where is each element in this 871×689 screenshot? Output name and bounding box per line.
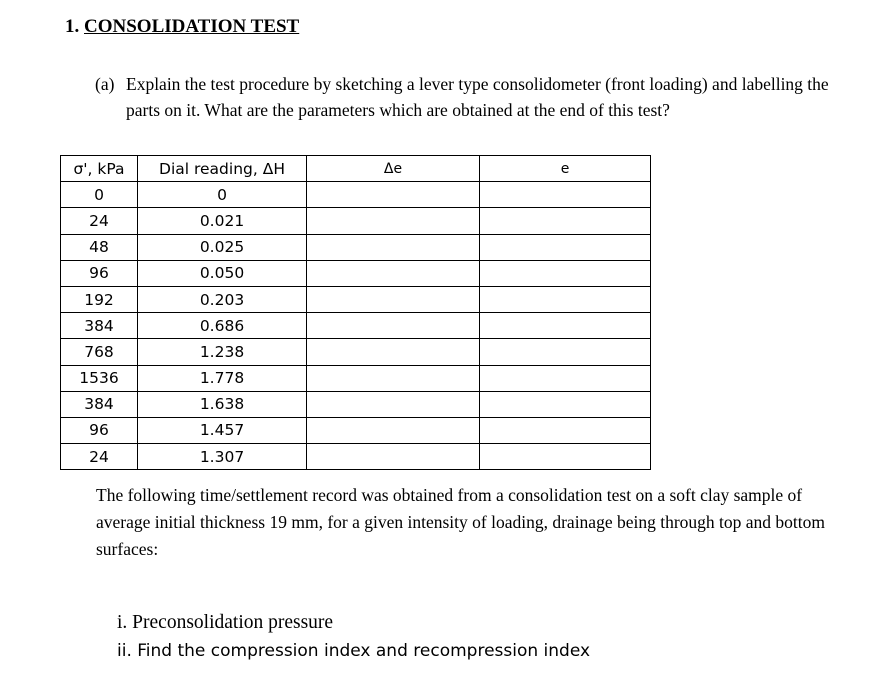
problem-paragraph: The following time/settlement record was obtained from a consolidation test on a soft clay sample of average initial thickness 19 mm, for a given intensity of loading, drainage being through top and bottom surfaces: <box>96 485 826 559</box>
delta-e-cell <box>307 444 480 470</box>
void-ratio-cell <box>480 182 651 208</box>
dial-reading-cell: 1.457 <box>138 417 307 443</box>
header-stress: σ', kPa <box>61 156 138 182</box>
stress-cell: 192 <box>61 286 138 312</box>
dial-reading-cell: 1.638 <box>138 391 307 417</box>
stress-cell: 96 <box>61 260 138 286</box>
delta-e-cell <box>307 234 480 260</box>
table-row <box>61 339 651 365</box>
section-number: 1. <box>65 16 80 37</box>
table-row <box>61 365 651 391</box>
table-row <box>61 234 651 260</box>
question-a-text: Explain the test procedure by sketching a lever type consolidometer (front loading) and labelling the parts on it. What are the parameters which are obtained at the end of this test? <box>126 74 829 120</box>
table-row <box>61 208 651 234</box>
table-row <box>61 313 651 339</box>
stress-cell: 1536 <box>61 365 138 391</box>
dial-reading-cell: 0.025 <box>138 234 307 260</box>
section-heading <box>65 16 299 38</box>
table-row <box>61 417 651 443</box>
stress-cell: 24 <box>61 208 138 234</box>
section-title: CONSOLIDATION TEST <box>84 16 300 37</box>
dial-reading-cell: 1.307 <box>138 444 307 470</box>
stress-cell: 24 <box>61 444 138 470</box>
table-row <box>61 444 651 470</box>
stress-cell: 768 <box>61 339 138 365</box>
header-dial-reading: Dial reading, ΔH <box>138 156 307 182</box>
delta-e-cell <box>307 260 480 286</box>
stress-cell: 96 <box>61 417 138 443</box>
dial-reading-cell: 1.778 <box>138 365 307 391</box>
void-ratio-cell <box>480 417 651 443</box>
delta-e-cell <box>307 313 480 339</box>
dial-reading-cell: 0.050 <box>138 260 307 286</box>
dial-reading-cell: 0 <box>138 182 307 208</box>
table-row <box>61 260 651 286</box>
void-ratio-cell <box>480 260 651 286</box>
table-header-row <box>61 156 651 182</box>
question-a <box>95 72 835 123</box>
dial-reading-cell: 1.238 <box>138 339 307 365</box>
void-ratio-cell <box>480 313 651 339</box>
delta-e-cell <box>307 339 480 365</box>
table-row <box>61 286 651 312</box>
delta-e-cell <box>307 391 480 417</box>
header-void-ratio: e <box>480 156 651 182</box>
dial-reading-cell: 0.021 <box>138 208 307 234</box>
void-ratio-cell <box>480 444 651 470</box>
item-preconsolidation-pressure: i. Preconsolidation pressure <box>117 612 334 633</box>
delta-e-cell <box>307 417 480 443</box>
table-row <box>61 182 651 208</box>
void-ratio-cell <box>480 339 651 365</box>
delta-e-cell <box>307 182 480 208</box>
stress-cell: 48 <box>61 234 138 260</box>
question-a-label: (a) <box>95 74 115 94</box>
stress-cell: 384 <box>61 313 138 339</box>
delta-e-cell <box>307 286 480 312</box>
void-ratio-cell <box>480 234 651 260</box>
delta-e-cell <box>307 365 480 391</box>
item-compression-index: ii. Find the compression index and recompression index <box>117 641 591 661</box>
dial-reading-cell: 0.686 <box>138 313 307 339</box>
stress-cell: 384 <box>61 391 138 417</box>
void-ratio-cell <box>480 286 651 312</box>
void-ratio-cell <box>480 208 651 234</box>
delta-e-cell <box>307 208 480 234</box>
void-ratio-cell <box>480 391 651 417</box>
void-ratio-cell <box>480 365 651 391</box>
stress-cell: 0 <box>61 182 138 208</box>
table-row <box>61 391 651 417</box>
consolidation-data-table <box>60 155 651 470</box>
dial-reading-cell: 0.203 <box>138 286 307 312</box>
header-delta-e: Δe <box>307 156 480 182</box>
